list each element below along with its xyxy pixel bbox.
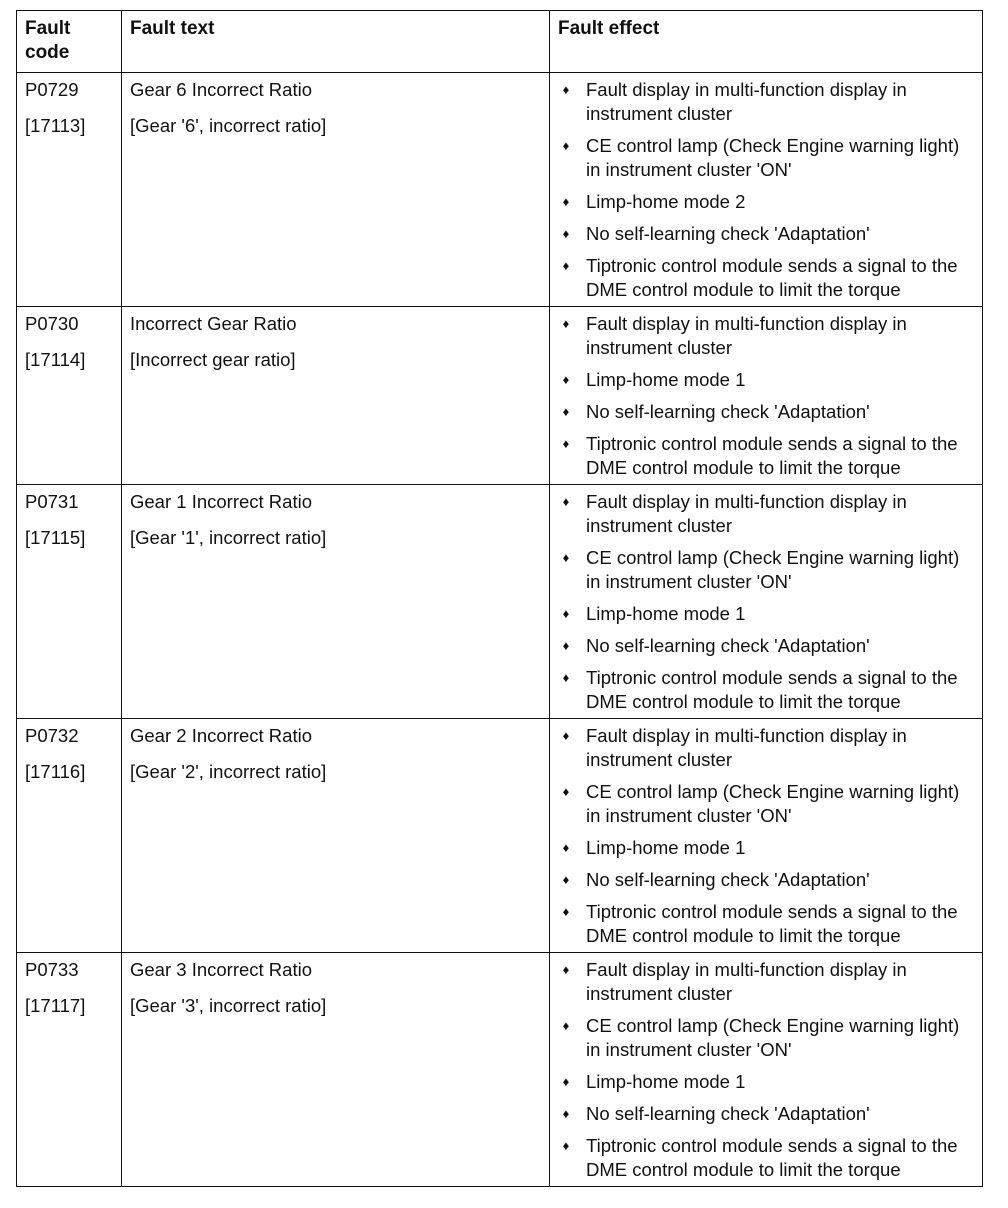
fault-effect-text: Fault display in multi-function display in instrument cluster <box>586 79 907 124</box>
fault-effect-text: Fault display in multi-function display in instrument cluster <box>586 313 907 358</box>
diamond-bullet-icon: ♦ <box>562 840 570 855</box>
fault-effect-text: Fault display in multi-function display in instrument cluster <box>586 959 907 1004</box>
fault-effect-text: Fault display in multi-function display in instrument cluster <box>586 725 907 770</box>
fault-code-cell <box>17 307 122 485</box>
fault-code: P0733 <box>25 959 79 980</box>
fault-effect-item <box>558 254 974 302</box>
fault-effect-text: Limp-home mode 1 <box>586 603 746 624</box>
diamond-bullet-icon: ♦ <box>562 82 570 97</box>
fault-text: Gear 3 Incorrect Ratio <box>130 959 312 980</box>
table-row <box>17 953 983 1187</box>
fault-text-alt: [Gear '1', incorrect ratio] <box>130 527 327 548</box>
diamond-bullet-icon: ♦ <box>562 258 570 273</box>
fault-effect-item <box>558 868 974 892</box>
fault-effect-item <box>558 134 974 182</box>
diamond-bullet-icon: ♦ <box>562 638 570 653</box>
fault-effect-text: Tiptronic control module sends a signal to the DME control module to limit the torque <box>586 901 958 946</box>
fault-effect-item <box>558 78 974 126</box>
fault-effect-item <box>558 634 974 658</box>
fault-effect-item <box>558 546 974 594</box>
header-fault-code: Fault code <box>17 11 122 73</box>
diamond-bullet-icon: ♦ <box>562 872 570 887</box>
fault-effect-text: Limp-home mode 1 <box>586 837 746 858</box>
fault-effect-text: Limp-home mode 1 <box>586 1071 746 1092</box>
fault-effect-item <box>558 490 974 538</box>
diamond-bullet-icon: ♦ <box>562 606 570 621</box>
fault-code-alt: [17116] <box>25 761 86 782</box>
diamond-bullet-icon: ♦ <box>562 316 570 331</box>
fault-effect-cell <box>550 719 983 953</box>
fault-effect-text: Limp-home mode 1 <box>586 369 746 390</box>
fault-effect-text: Tiptronic control module sends a signal to the DME control module to limit the torque <box>586 433 958 478</box>
fault-text-cell <box>122 953 550 1187</box>
fault-text-cell <box>122 307 550 485</box>
fault-code-alt: [17113] <box>25 115 86 136</box>
diamond-bullet-icon: ♦ <box>562 226 570 241</box>
fault-text: Gear 2 Incorrect Ratio <box>130 725 312 746</box>
fault-code-cell <box>17 953 122 1187</box>
diamond-bullet-icon: ♦ <box>562 494 570 509</box>
fault-effect-list <box>558 958 974 1182</box>
fault-effect-item <box>558 432 974 480</box>
fault-effect-item <box>558 602 974 626</box>
fault-effect-text: Fault display in multi-function display in instrument cluster <box>586 491 907 536</box>
fault-effect-list <box>558 490 974 714</box>
fault-code: P0730 <box>25 313 79 334</box>
fault-effect-text: Tiptronic control module sends a signal to the DME control module to limit the torque <box>586 255 958 300</box>
fault-effect-cell <box>550 485 983 719</box>
fault-effect-text: No self-learning check 'Adaptation' <box>586 401 870 422</box>
fault-text-alt: [Gear '2', incorrect ratio] <box>130 761 327 782</box>
fault-text-cell <box>122 719 550 953</box>
diamond-bullet-icon: ♦ <box>562 404 570 419</box>
fault-code-alt: [17117] <box>25 995 86 1016</box>
fault-effect-item <box>558 190 974 214</box>
fault-effect-item <box>558 368 974 392</box>
fault-effect-item <box>558 1070 974 1094</box>
fault-effect-cell <box>550 953 983 1187</box>
fault-effect-item <box>558 1102 974 1126</box>
fault-effect-cell <box>550 73 983 307</box>
fault-code: P0729 <box>25 79 79 100</box>
fault-text-alt: [Gear '6', incorrect ratio] <box>130 115 327 136</box>
fault-code-alt: [17114] <box>25 349 86 370</box>
fault-text-alt: [Incorrect gear ratio] <box>130 349 296 370</box>
fault-text: Incorrect Gear Ratio <box>130 313 297 334</box>
fault-effect-item <box>558 400 974 424</box>
diamond-bullet-icon: ♦ <box>562 962 570 977</box>
fault-effect-item <box>558 1134 974 1182</box>
diamond-bullet-icon: ♦ <box>562 784 570 799</box>
table-row <box>17 719 983 953</box>
fault-effect-text: Limp-home mode 2 <box>586 191 746 212</box>
fault-code-alt: [17115] <box>25 527 86 548</box>
table-row <box>17 307 983 485</box>
fault-text-alt: [Gear '3', incorrect ratio] <box>130 995 327 1016</box>
fault-effect-text: Tiptronic control module sends a signal to the DME control module to limit the torque <box>586 1135 958 1180</box>
fault-effect-list <box>558 78 974 302</box>
fault-effect-cell <box>550 307 983 485</box>
fault-effect-text: CE control lamp (Check Engine warning light) in instrument cluster 'ON' <box>586 135 960 180</box>
header-row <box>17 11 983 73</box>
fault-effect-item <box>558 1014 974 1062</box>
fault-effect-text: CE control lamp (Check Engine warning light) in instrument cluster 'ON' <box>586 547 960 592</box>
fault-rows <box>17 73 983 1187</box>
diamond-bullet-icon: ♦ <box>562 1106 570 1121</box>
fault-text-cell <box>122 73 550 307</box>
diamond-bullet-icon: ♦ <box>562 1018 570 1033</box>
fault-code-cell <box>17 73 122 307</box>
fault-effect-item <box>558 222 974 246</box>
diamond-bullet-icon: ♦ <box>562 436 570 451</box>
fault-effect-text: CE control lamp (Check Engine warning light) in instrument cluster 'ON' <box>586 1015 960 1060</box>
fault-effect-item <box>558 312 974 360</box>
fault-effect-item <box>558 724 974 772</box>
fault-effect-text: No self-learning check 'Adaptation' <box>586 869 870 890</box>
diamond-bullet-icon: ♦ <box>562 904 570 919</box>
diamond-bullet-icon: ♦ <box>562 372 570 387</box>
fault-code-cell <box>17 485 122 719</box>
diamond-bullet-icon: ♦ <box>562 670 570 685</box>
header-fault-text: Fault text <box>122 11 550 73</box>
fault-effect-item <box>558 666 974 714</box>
fault-effect-text: No self-learning check 'Adaptation' <box>586 1103 870 1124</box>
table-row <box>17 485 983 719</box>
fault-effect-text: No self-learning check 'Adaptation' <box>586 635 870 656</box>
fault-text: Gear 1 Incorrect Ratio <box>130 491 312 512</box>
fault-text: Gear 6 Incorrect Ratio <box>130 79 312 100</box>
fault-code-cell <box>17 719 122 953</box>
diamond-bullet-icon: ♦ <box>562 728 570 743</box>
fault-effect-item <box>558 836 974 860</box>
diamond-bullet-icon: ♦ <box>562 1074 570 1089</box>
diamond-bullet-icon: ♦ <box>562 1138 570 1153</box>
diamond-bullet-icon: ♦ <box>562 194 570 209</box>
fault-code: P0731 <box>25 491 79 512</box>
fault-effect-list <box>558 724 974 948</box>
fault-effect-text: No self-learning check 'Adaptation' <box>586 223 870 244</box>
fault-effect-list <box>558 312 974 480</box>
fault-text-cell <box>122 485 550 719</box>
fault-effect-item <box>558 958 974 1006</box>
diamond-bullet-icon: ♦ <box>562 550 570 565</box>
fault-effect-text: Tiptronic control module sends a signal to the DME control module to limit the torque <box>586 667 958 712</box>
fault-table <box>16 10 983 1187</box>
fault-effect-text: CE control lamp (Check Engine warning light) in instrument cluster 'ON' <box>586 781 960 826</box>
header-fault-effect: Fault effect <box>550 11 983 73</box>
fault-effect-item <box>558 780 974 828</box>
fault-code: P0732 <box>25 725 79 746</box>
table-row <box>17 73 983 307</box>
diamond-bullet-icon: ♦ <box>562 138 570 153</box>
fault-effect-item <box>558 900 974 948</box>
